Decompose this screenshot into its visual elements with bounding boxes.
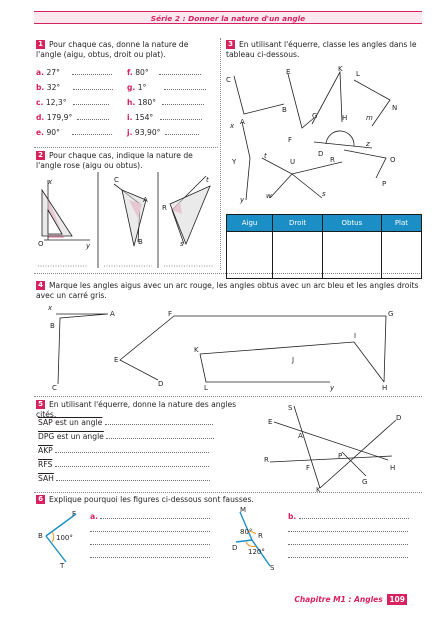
- label-F: F: [288, 136, 293, 144]
- item-letter: h.: [127, 98, 136, 107]
- list-item: [127, 83, 217, 98]
- label-U: U: [290, 158, 296, 166]
- item-value: 90°: [46, 128, 60, 137]
- page-number: 109: [389, 595, 405, 604]
- item-value: 80°: [135, 68, 149, 77]
- angle-arc: [52, 532, 54, 542]
- item-letter: b.: [36, 83, 45, 92]
- label-s: s: [180, 240, 184, 248]
- label-w: w: [266, 192, 272, 200]
- item-letter: e.: [36, 128, 45, 137]
- exercise-4-figures: [34, 302, 422, 394]
- answer-line[interactable]: [106, 432, 214, 439]
- list-item: [127, 68, 217, 83]
- label-F: F: [72, 510, 77, 518]
- angle-name: SAP est un angle: [38, 418, 103, 427]
- item-value: 27°: [46, 68, 60, 77]
- answer-line[interactable]: [288, 551, 408, 558]
- label-F: F: [168, 310, 173, 318]
- answer-line[interactable]: [159, 68, 201, 75]
- label-B: B: [282, 106, 287, 114]
- label-K: K: [316, 486, 321, 492]
- section-separator: [34, 147, 218, 148]
- exercise-number: 4: [36, 281, 45, 290]
- column-separator: [220, 38, 221, 270]
- label-Y: Y: [232, 158, 237, 166]
- answer-row: [288, 525, 420, 538]
- ex5-answer-lines: [38, 418, 218, 488]
- answer-line[interactable]: [162, 98, 204, 105]
- table-header-droit: Droit: [273, 215, 323, 232]
- exercise-text: Pour chaque cas, donne la nature de l'angle (aigu, obtus, droit ou plat).: [36, 40, 189, 59]
- answer-line[interactable]: [164, 83, 206, 90]
- label-R: R: [162, 204, 167, 212]
- table-header-aigu: Aigu: [227, 215, 273, 232]
- label-B: B: [138, 238, 143, 246]
- item-letter: i.: [127, 113, 133, 122]
- exercise-3-figures: [222, 62, 422, 204]
- line-SK: [294, 406, 320, 488]
- line-KD: [320, 420, 396, 488]
- answer-row: [288, 512, 420, 525]
- label-t: t: [206, 176, 209, 184]
- label-C: C: [52, 384, 57, 392]
- line-PG: [342, 452, 366, 476]
- item-value: 180°: [137, 98, 157, 107]
- item-value: 179,9°: [46, 113, 73, 122]
- label-A: A: [298, 432, 303, 440]
- answer-line[interactable]: [72, 128, 112, 135]
- table-header-plat: Plat: [381, 215, 421, 232]
- label-G: G: [362, 478, 368, 486]
- angle-EF: [288, 74, 314, 128]
- label-y: y: [330, 384, 335, 392]
- answer-row: [90, 538, 216, 551]
- answer-row: [38, 418, 218, 432]
- label-D: D: [158, 380, 164, 388]
- ray-RD: [236, 540, 252, 542]
- answer-line[interactable]: [72, 68, 112, 75]
- answer-line[interactable]: [90, 551, 210, 558]
- label-R: R: [258, 532, 263, 540]
- label-E: E: [268, 418, 273, 426]
- label-B: B: [50, 322, 55, 330]
- answer-row: [38, 432, 218, 446]
- item-letter: d.: [36, 113, 45, 122]
- item-value: 32°: [46, 83, 61, 92]
- item-letter: b.: [288, 512, 297, 521]
- answer-line[interactable]: [105, 418, 213, 425]
- item-letter: j.: [127, 128, 133, 137]
- answer-line[interactable]: [299, 512, 409, 519]
- classification-table: [226, 214, 422, 279]
- answer-line[interactable]: [90, 538, 210, 545]
- label-T: T: [60, 562, 65, 570]
- label-M: M: [240, 506, 247, 514]
- answer-line[interactable]: [55, 446, 209, 453]
- answer-line[interactable]: [56, 474, 210, 481]
- angle-CAB: [234, 76, 284, 114]
- label-L: L: [204, 384, 208, 392]
- ex6-answer-a: [90, 512, 216, 564]
- exercise-number: 2: [36, 151, 45, 160]
- exercise-6-figure-b: [226, 504, 286, 570]
- table-cell[interactable]: [322, 232, 381, 279]
- label-x: x: [48, 178, 53, 186]
- label-L: L: [356, 70, 360, 78]
- answer-line[interactable]: [100, 512, 210, 519]
- table-cell[interactable]: [381, 232, 421, 279]
- answer-line[interactable]: [73, 83, 113, 90]
- table-cell[interactable]: [227, 232, 273, 279]
- label-x: x: [230, 122, 235, 130]
- exercise-5-figure: [258, 400, 422, 492]
- label-P: P: [338, 452, 343, 460]
- table-cell[interactable]: [273, 232, 323, 279]
- answer-row: [90, 512, 216, 525]
- answer-row: [288, 551, 420, 564]
- ex6-answer-b: [288, 512, 420, 564]
- item-letter: a.: [90, 512, 99, 521]
- label-G: G: [312, 112, 318, 120]
- list-item: [36, 83, 124, 98]
- angle-name: $\overline{SAH}$: [38, 474, 54, 483]
- label-H: H: [390, 464, 396, 472]
- exercise-text: En utilisant l'équerre, classe les angles dans le tableau ci-dessous.: [226, 40, 417, 59]
- set-square: [170, 186, 210, 244]
- label-y: y: [86, 242, 91, 250]
- answer-row: [38, 446, 218, 460]
- label-y: y: [240, 196, 245, 204]
- exercise-number: 3: [226, 40, 235, 49]
- list-item: [36, 128, 124, 143]
- label-K: K: [194, 346, 199, 354]
- label-s: s: [322, 190, 326, 198]
- label-A: A: [143, 196, 148, 204]
- answer-line[interactable]: [90, 525, 210, 532]
- answer-line[interactable]: [288, 538, 408, 545]
- label-D: D: [396, 414, 402, 422]
- label-z: z: [366, 140, 370, 148]
- label-R: R: [264, 456, 269, 464]
- label-m: m: [366, 114, 373, 122]
- label-H: H: [342, 114, 348, 122]
- chapter-title: Chapitre M1 : Angles: [294, 595, 383, 604]
- exercise-number: 6: [36, 495, 45, 504]
- polyline-FED: [120, 316, 174, 380]
- exercise-5-statement: [36, 400, 256, 420]
- answer-row: [38, 474, 218, 488]
- label-J: J: [292, 356, 295, 364]
- exercise-3-statement: [226, 40, 422, 60]
- page-footer: [294, 594, 407, 605]
- exercise-text: En utilisant l'équerre, donne la nature des angles cités.: [36, 400, 237, 419]
- list-item: [127, 113, 217, 128]
- exercise-text: Explique pourquoi les figures ci-dessous sont fausses.: [49, 495, 254, 504]
- exercise-6-figure-a: [34, 508, 88, 570]
- label-E: E: [114, 356, 119, 364]
- polyline-FGH: [174, 316, 386, 382]
- label-N: N: [392, 104, 398, 112]
- label-O: O: [38, 240, 44, 248]
- polyline-KLy: [200, 354, 330, 382]
- line-RH: [270, 456, 392, 462]
- item-letter: f.: [127, 68, 133, 77]
- angle-value: 80°: [240, 528, 253, 536]
- label-C: C: [226, 76, 231, 84]
- answer-line[interactable]: [55, 460, 209, 467]
- label-S: S: [288, 404, 293, 412]
- exercise-number: 1: [36, 40, 45, 49]
- label-D: D: [232, 544, 238, 552]
- angle-figure-1: [38, 178, 91, 250]
- label-R: R: [330, 156, 335, 164]
- table-header-obtus: Obtus: [322, 215, 381, 232]
- label-A: A: [110, 310, 115, 318]
- label-G: G: [388, 310, 394, 318]
- exercise-2-figures: [34, 170, 218, 270]
- angle-OP: [344, 150, 386, 178]
- label-t: t: [264, 152, 267, 160]
- section-separator: [34, 396, 422, 397]
- answer-line[interactable]: [77, 113, 109, 120]
- ex1-list-left: [36, 68, 124, 143]
- label-I: I: [354, 332, 357, 340]
- list-item: [36, 68, 124, 83]
- label-F: F: [306, 464, 311, 472]
- angle-figure-3: [162, 176, 210, 248]
- label-D: D: [318, 150, 324, 158]
- exercise-text: Pour chaque cas, indique la nature de l'angle rose (aigu ou obtus).: [36, 151, 193, 170]
- ex1-list-right: [127, 68, 217, 143]
- label-O: O: [390, 156, 396, 164]
- angle-name: $\overline{AKP}$: [38, 446, 53, 455]
- list-item: [127, 98, 217, 113]
- item-value: 93,90°: [134, 128, 161, 137]
- polyline-xBA: [56, 314, 108, 384]
- angle-wUs: [270, 174, 322, 198]
- exercise-text: Marque les angles aigus avec un arc rouge, les angles obtus avec un arc bleu et les angles droits avec un carré gris.: [36, 281, 419, 300]
- item-value: 154°: [134, 113, 154, 122]
- label-B: B: [38, 532, 43, 540]
- label-P: P: [382, 180, 387, 188]
- answer-line[interactable]: [73, 98, 109, 105]
- item-letter: g.: [127, 83, 136, 92]
- exercise-1-statement: [36, 40, 216, 60]
- exercise-4-statement: [36, 281, 422, 301]
- angle-figure-2: [114, 176, 148, 246]
- label-E: E: [286, 68, 291, 76]
- line-E-direction: [274, 422, 388, 460]
- answer-row: [90, 525, 216, 538]
- label-A: A: [240, 118, 245, 126]
- answer-row: [288, 538, 420, 551]
- answer-row: [38, 460, 218, 474]
- label-S: S: [270, 564, 275, 570]
- answer-line[interactable]: [160, 113, 202, 120]
- angle-value: 120°: [248, 548, 265, 556]
- list-item: [36, 113, 124, 128]
- label-K: K: [338, 65, 343, 73]
- list-item: [127, 128, 217, 143]
- item-value: 12,3°: [45, 98, 67, 107]
- series-title: Série 2 : Donner la nature d'un angle: [34, 11, 422, 24]
- label-H: H: [382, 384, 388, 392]
- answer-line[interactable]: [165, 128, 199, 135]
- angle-name: $\overline{RFS}$: [38, 460, 53, 469]
- angle-xYy: [242, 122, 250, 200]
- exercise-2-statement: [36, 151, 216, 171]
- item-letter: a.: [36, 68, 45, 77]
- item-letter: c.: [36, 98, 44, 107]
- line-DR: [314, 142, 372, 148]
- angle-name: DPG est un angle: [38, 432, 104, 441]
- section-separator: [34, 492, 422, 493]
- answer-line[interactable]: [288, 525, 408, 532]
- item-value: 1°: [137, 83, 147, 92]
- label-C: C: [114, 176, 119, 184]
- exercise-number: 5: [36, 400, 45, 409]
- label-x: x: [48, 304, 53, 312]
- list-item: [36, 98, 124, 113]
- answer-row: [90, 551, 216, 564]
- angle-value: 100°: [56, 534, 73, 542]
